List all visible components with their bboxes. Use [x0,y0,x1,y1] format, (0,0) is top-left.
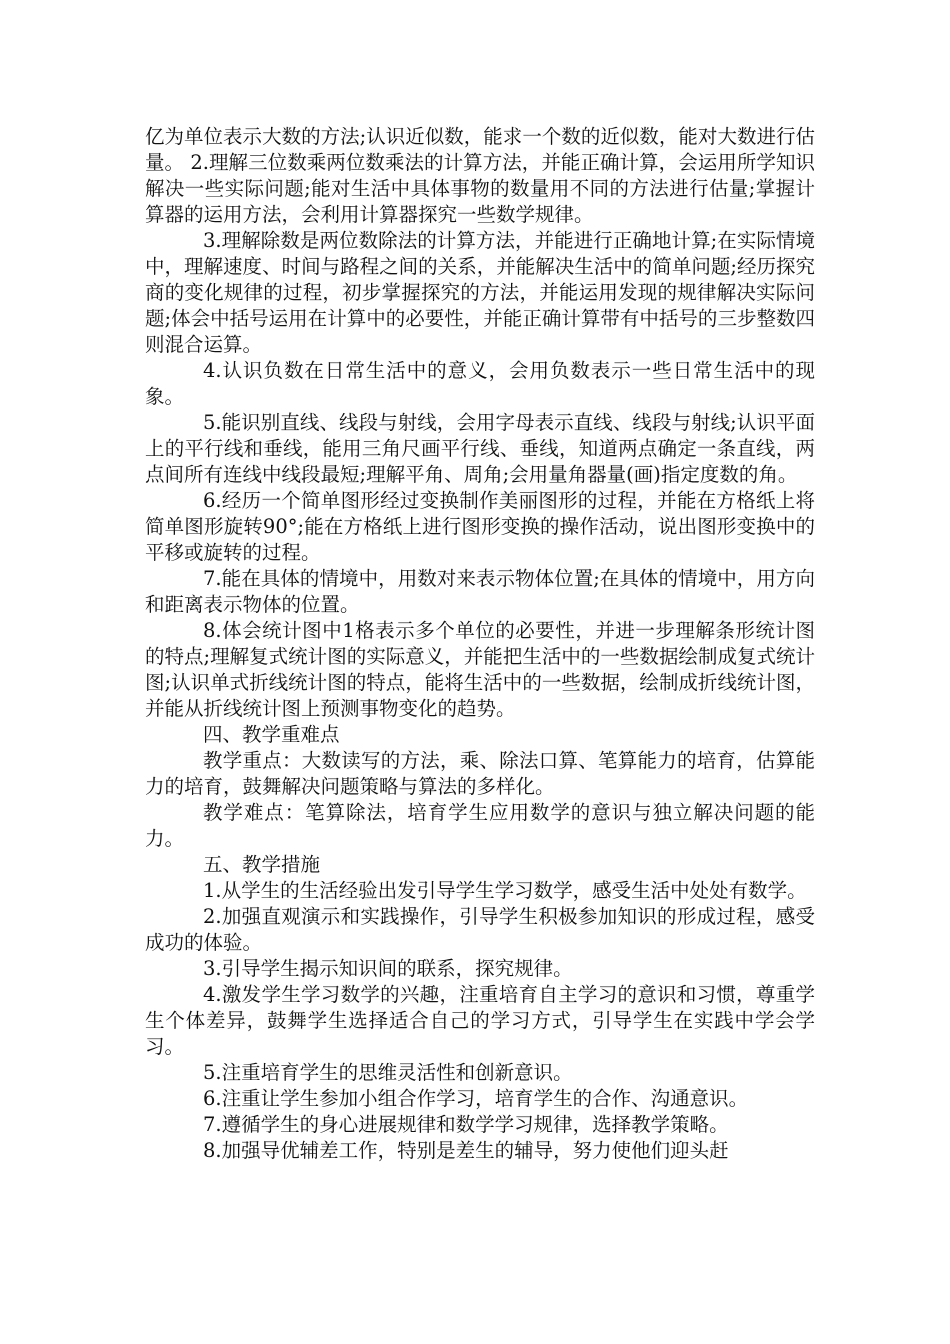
paragraph: 6.经历一个简单图形经过变换制作美丽图形的过程，并能在方格纸上将简单图形旋转90°;能在方格纸上进行图形变换的操作活动，说出图形变换中的平移或旋转的过程。 [145,489,815,564]
paragraph: 4.激发学生学习数学的兴趣，注重培育自主学习的意识和习惯，尊重学生个体差异，鼓舞学生选择适合自己的学习方式，引导学生在实践中学会学习。 [145,983,815,1058]
paragraph: 四、教学重难点 [203,723,340,746]
paragraph: 5.能识别直线、线段与射线，会用字母表示直线、线段与射线;认识平面上的平行线和垂线，能用三角尺画平行线、垂线，知道两点确定一条直线，两点间所有连线中线段最短;理解平角、周角;会用量角器量(画)指定度数的角。 [145,411,815,486]
paragraph: 5.注重培育学生的思维灵活性和创新意识。 [203,1061,573,1084]
paragraph: 6.注重让学生参加小组合作学习，培育学生的合作、沟通意识。 [203,1087,749,1110]
paragraph: 8.体会统计图中1格表示多个单位的必要性，并进一步理解条形统计图的特点;理解复式统计图的实际意义，并能把生活中的一些数据绘制成复式统计图;认识单式折线统计图的特点，能将生活中的一些数据，绘制成折线统计图，并能从折线统计图上预测事物变化的趋势。 [145,619,815,720]
paragraph: 教学重点：大数读写的方法，乘、除法口算、笔算能力的培育，估算能力的培育，鼓舞解决问题策略与算法的多样化。 [145,749,815,798]
paragraph: 3.引导学生揭示知识间的联系，探究规律。 [203,957,573,980]
paragraph: 8.加强导优辅差工作，特别是差生的辅导，努力使他们迎头赶 [203,1139,729,1162]
paragraph: 7.遵循学生的身心进展规律和数学学习规律，选择教学策略。 [203,1113,729,1136]
paragraph: 7.能在具体的情境中，用数对来表示物体位置;在具体的情境中，用方向和距离表示物体的位置。 [145,567,815,616]
document-body [145,124,815,1164]
paragraph: 1.从学生的生活经验出发引导学生学习数学，感受生活中处处有数学。 [203,879,807,902]
paragraph: 4.认识负数在日常生活中的意义，会用负数表示一些日常生活中的现象。 [145,359,815,408]
paragraph: 五、教学措施 [203,853,321,876]
paragraph: 亿为单位表示大数的方法;认识近似数，能求一个数的近似数，能对大数进行估量。 2.理解三位数乘两位数乘法的计算方法，并能正确计算，会运用所学知识解决一些实际问题;能对生活中具体事物的数量用不同的方法进行估量;掌握计算器的运用方法，会利用计算器探究一些数学规律。 [145,125,815,226]
paragraph: 2.加强直观演示和实践操作，引导学生积极参加知识的形成过程，感受成功的体验。 [145,905,815,954]
paragraph: 3.理解除数是两位数除法的计算方法，并能进行正确地计算;在实际情境中，理解速度、时间与路程之间的关系，并能解决生活中的简单问题;经历探究商的变化规律的过程，初步掌握探究的方法，并能运用发现的规律解决实际问题;体会中括号运用在计算中的必要性，并能正确计算带有中括号的三步整数四则混合运算。 [145,229,815,356]
paragraph: 教学难点：笔算除法，培育学生应用数学的意识与独立解决问题的能力。 [145,801,815,850]
